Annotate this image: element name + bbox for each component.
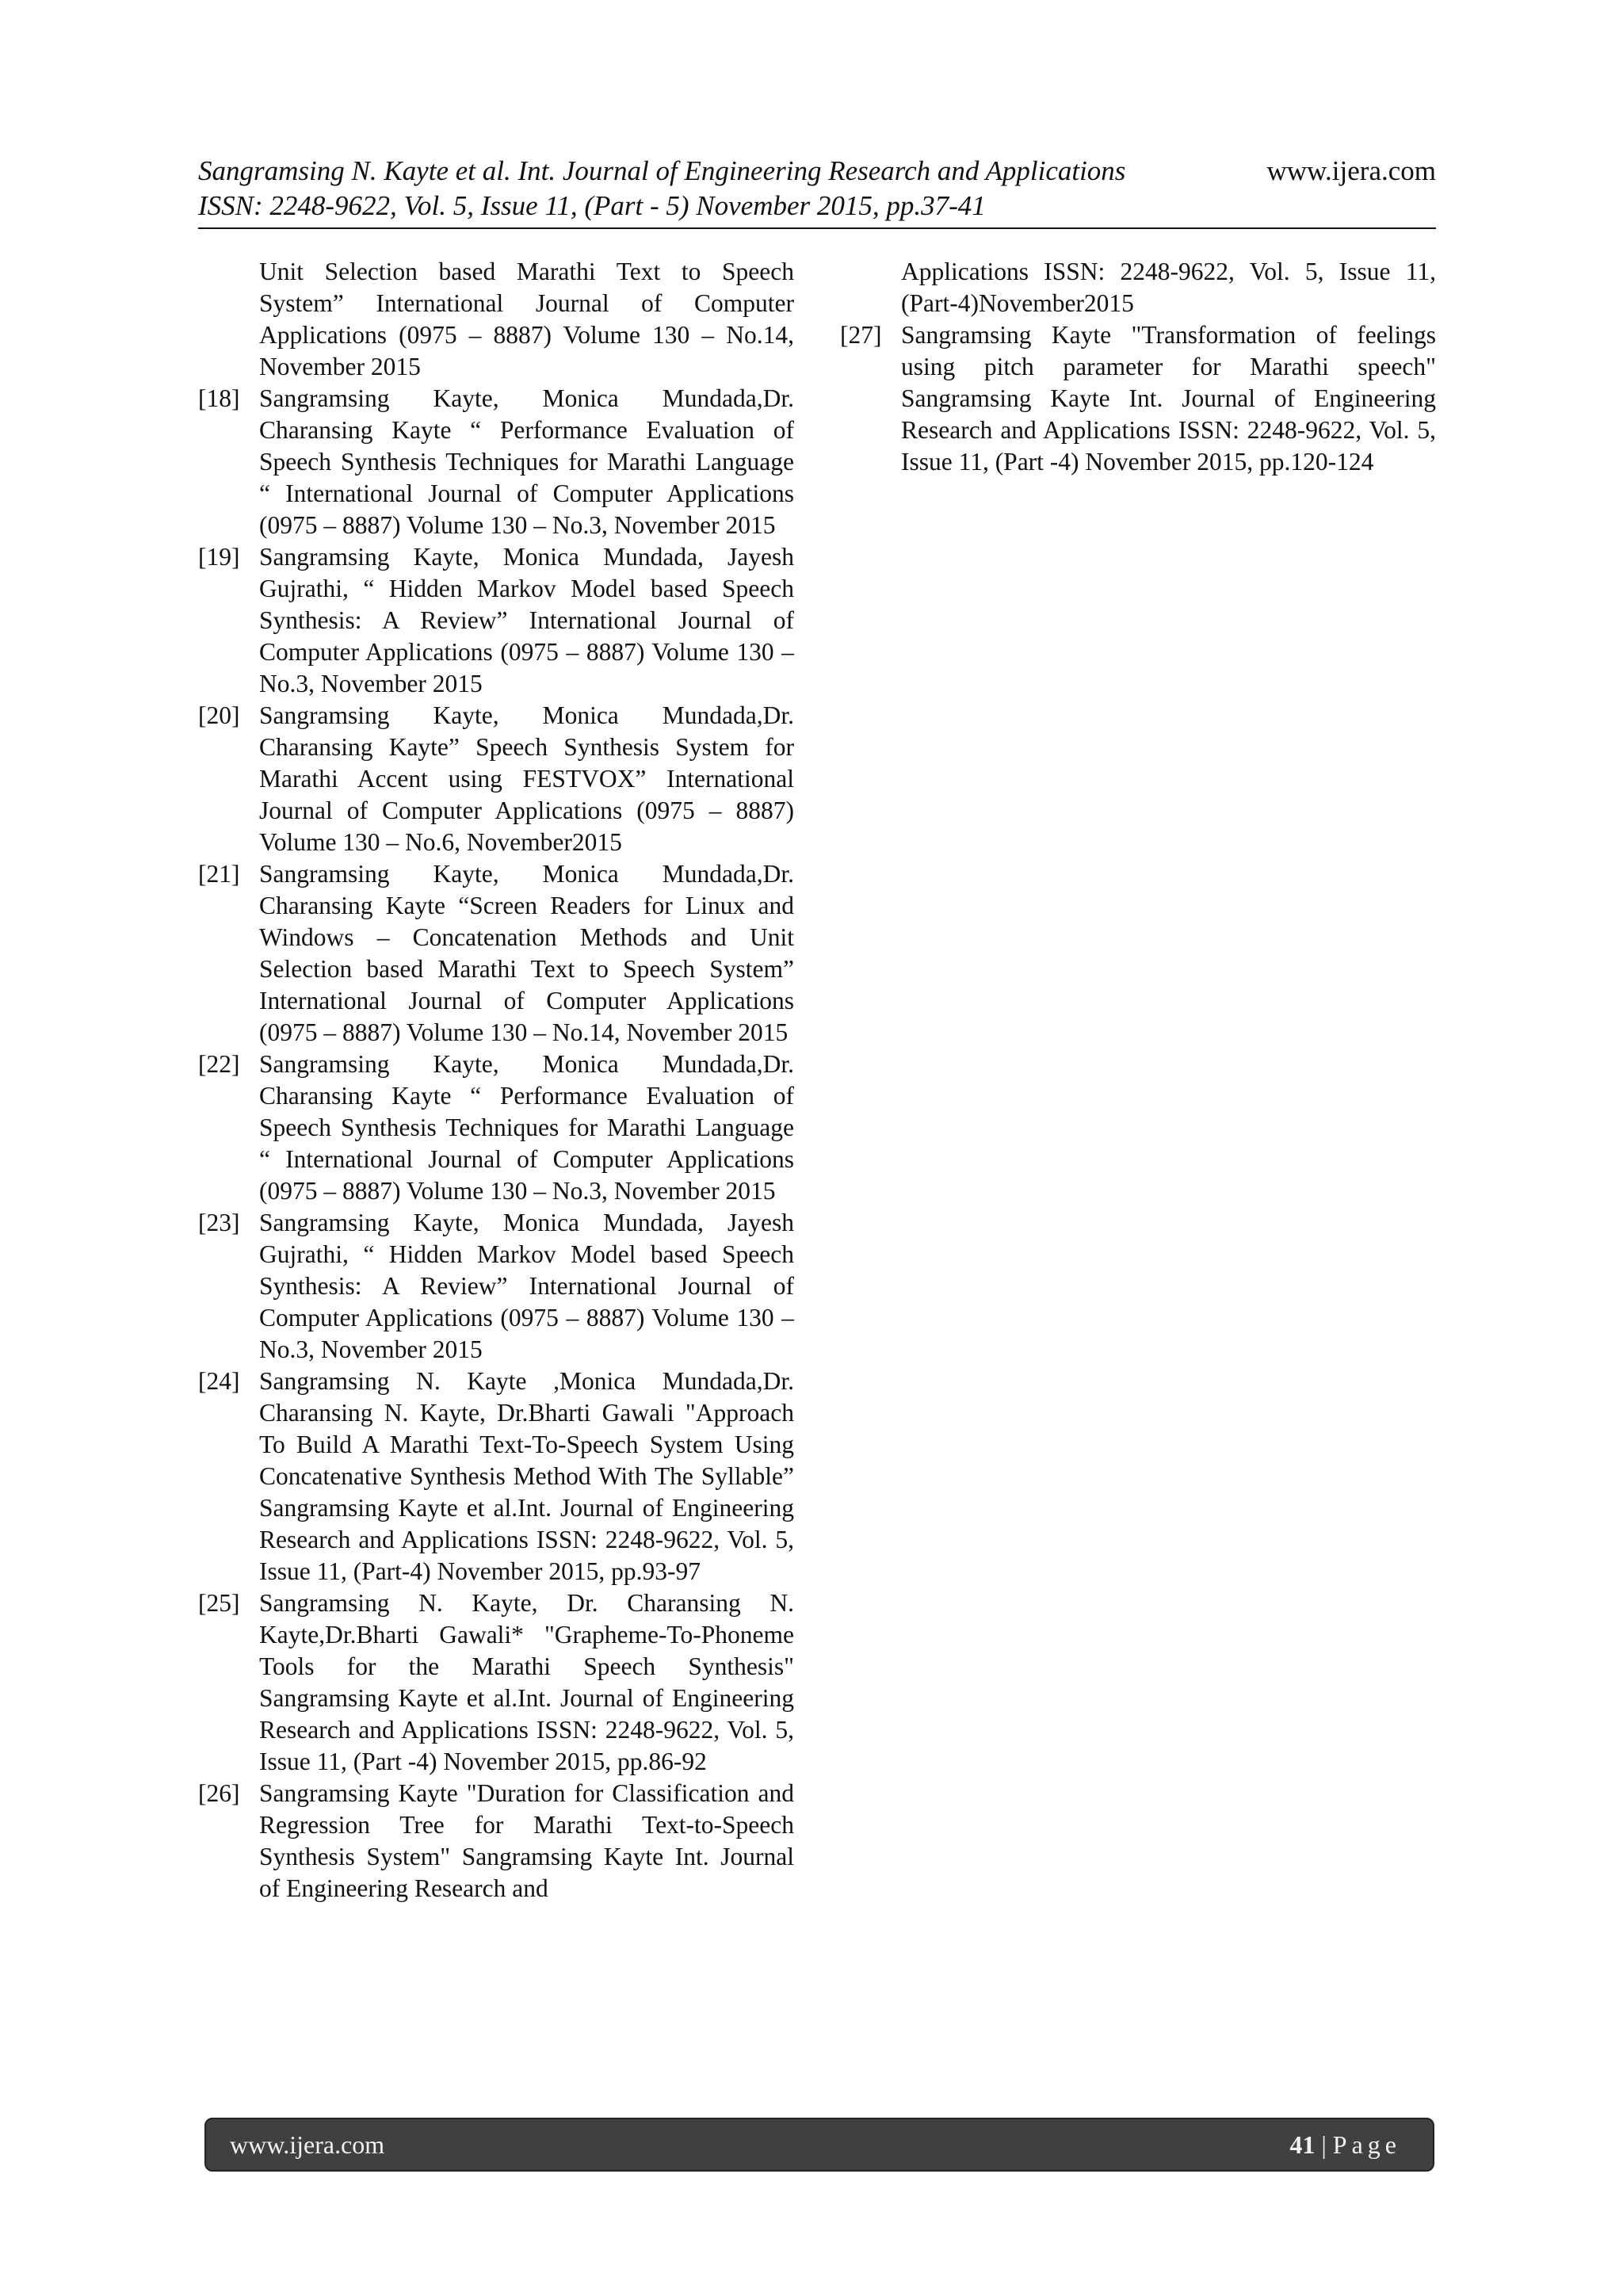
header-row-1 (198, 154, 1436, 189)
reference-text: Sangramsing Kayte, Monica Mundada, Jayesh Gujrathi, “ Hidden Markov Model based Speech Synthesis: A Review” International Journal of Computer Applications (0975 – 8887) Volume 130 – No.3, November 2015 (259, 543, 794, 697)
reference-26 (198, 1778, 794, 1904)
header-issue-info: ISSN: 2248-9622, Vol. 5, Issue 11, (Part - 5) November 2015, pp.37-41 (198, 190, 986, 221)
reference-text: Sangramsing N. Kayte, Dr. Charansing N. Kayte,Dr.Bharti Gawali* "Grapheme-To-Phoneme Tools for the Marathi Speech Synthesis" Sangramsing Kayte et al.Int. Journal of Engineering Research and Applications ISSN: 2248-9622, Vol. 5, Issue 11, (Part -4) November 2015, pp.86-92 (259, 1589, 794, 1775)
page-label: Page (1332, 2130, 1401, 2159)
reference-25 (198, 1587, 794, 1778)
reference-18 (198, 383, 794, 541)
reference-text: Sangramsing Kayte, Monica Mundada,Dr. Charansing Kayte” Speech Synthesis System for Marathi Accent using FESTVOX” International Journal of Computer Applications (0975 – 8887) Volume 130 – No.6, November2015 (259, 701, 794, 856)
reference-20 (198, 700, 794, 858)
reference-number: [18] (198, 384, 240, 412)
reference-number: [26] (198, 1779, 240, 1807)
reference-22 (198, 1049, 794, 1207)
left-column (198, 256, 794, 1904)
header-url[interactable]: www.ijera.com (1266, 155, 1436, 186)
reference-text: Sangramsing Kayte, Monica Mundada,Dr. Charansing Kayte “ Performance Evaluation of Speech Synthesis Techniques for Marathi Language “ International Journal of Computer Applications (0975 – 8887) Volume 130 – No.3, November 2015 (259, 1050, 794, 1205)
reference-24 (198, 1366, 794, 1587)
reference-number: [22] (198, 1050, 240, 1078)
reference-27 (840, 319, 1436, 478)
reference-text: Sangramsing Kayte "Transformation of feelings using pitch parameter for Marathi speech" Sangramsing Kayte Int. Journal of Engineering Research and Applications ISSN: 2248-9622, Vol. 5, Issue 11, (Part -4) November 2015, pp.120-124 (901, 321, 1436, 476)
reference-text: Sangramsing Kayte, Monica Mundada,Dr. Charansing Kayte “ Performance Evaluation of Speech Synthesis Techniques for Marathi Language “ International Journal of Computer Applications (0975 – 8887) Volume 130 – No.3, November 2015 (259, 384, 794, 539)
right-column (840, 256, 1436, 478)
reference-number: [23] (198, 1209, 240, 1236)
running-header (198, 154, 1436, 223)
reference-23 (198, 1207, 794, 1366)
reference-number: [20] (198, 701, 240, 729)
reference-text: Sangramsing Kayte, Monica Mundada,Dr. Charansing Kayte “Screen Readers for Linux and Windows – Concatenation Methods and Unit Selection based Marathi Text to Speech System” International Journal of Computer Applications (0975 – 8887) Volume 130 – No.14, November 2015 (259, 860, 794, 1046)
header-divider (198, 227, 1436, 229)
reference-text: Sangramsing Kayte "Duration for Classification and Regression Tree for Marathi Text-to-Speech Synthesis System" Sangramsing Kayte Int. Journal of Engineering Research and (259, 1779, 794, 1902)
reference-text: Sangramsing N. Kayte ,Monica Mundada,Dr. Charansing N. Kayte, Dr.Bharti Gawali "Approach To Build A Marathi Text-To-Speech System Using Concatenative Synthesis Method With The Syllable” Sangramsing Kayte et al.Int. Journal of Engineering Research and Applications ISSN: 2248-9622, Vol. 5, Issue 11, (Part-4) November 2015, pp.93-97 (259, 1367, 794, 1585)
reference-number: [25] (198, 1589, 240, 1617)
footer-page-info (1289, 2130, 1401, 2160)
page-separator: | (1321, 2130, 1327, 2159)
reference-21 (198, 858, 794, 1049)
header-journal-title: Sangramsing N. Kayte et al. Int. Journal of Engineering Research and Applications (198, 155, 1126, 186)
reference-number: [19] (198, 543, 240, 571)
reference-text: Sangramsing Kayte, Monica Mundada, Jayesh Gujrathi, “ Hidden Markov Model based Speech Synthesis: A Review” International Journal of Computer Applications (0975 – 8887) Volume 130 – No.3, November 2015 (259, 1209, 794, 1363)
footer-url[interactable]: www.ijera.com (230, 2130, 385, 2159)
reference-continuation: Unit Selection based Marathi Text to Speech System” International Journal of Computer Applications (0975 – 8887) Volume 130 – No.14, November 2015 (259, 258, 794, 380)
reference-number: [24] (198, 1367, 240, 1395)
page-number: 41 (1289, 2130, 1316, 2159)
reference-number: [21] (198, 860, 240, 888)
reference-number: [27] (840, 321, 882, 349)
page-footer (204, 2118, 1434, 2172)
reference-continuation: Applications ISSN: 2248-9622, Vol. 5, Issue 11, (Part-4)November2015 (901, 258, 1436, 317)
reference-19 (198, 541, 794, 700)
